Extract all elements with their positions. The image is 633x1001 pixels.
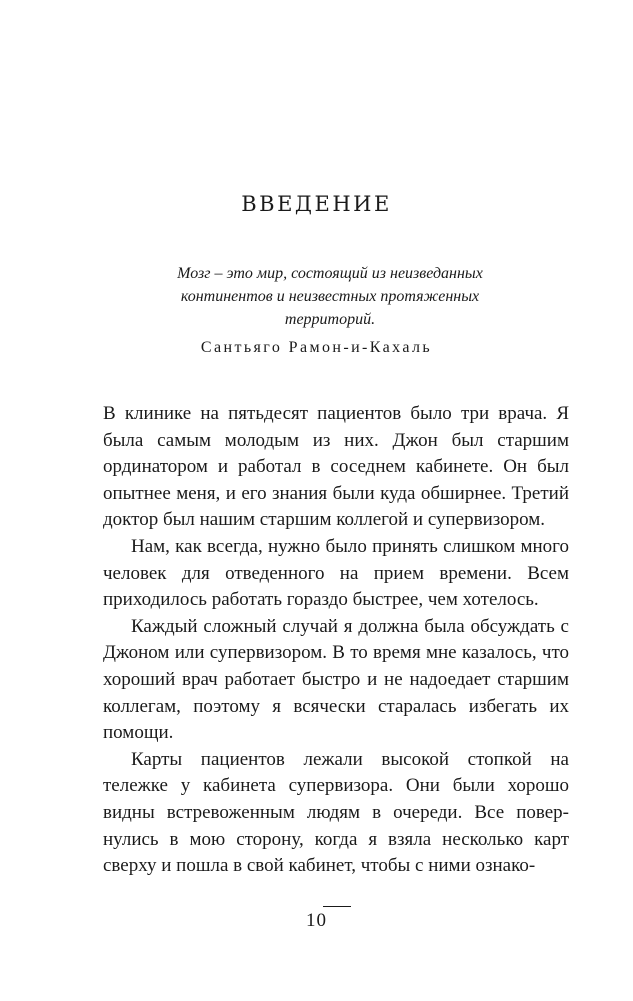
paragraph: Каждый сложный случай я должна была обсуждать с Джоном или супервизором. В то время мне казалось, что хороший врач работает быстро и не надоедает старшим коллегам, поэтому я всячески старалась избегать их помощи. (103, 615, 569, 744)
body-text (103, 401, 569, 880)
paragraph: Карты пациентов лежали высокой стопкой на тележке у кабинета супервизора. Они были хорошо видны встревоженным людям в очереди. Все повернулись в мою сторону, когда я взяла несколько карт сверху и пошла в свой кабинет, чтобы с ними ознако- (103, 748, 569, 877)
epigraph-quote: Мозг – это мир, состоящий из неизведанных континентов и неизвестных протяженных территорий. (177, 265, 483, 328)
page-number-rule (323, 906, 351, 907)
chapter-title: ВВЕДЕНИЕ (241, 192, 392, 216)
epigraph-author: Сантьяго Рамон-и-Кахаль (200, 339, 433, 356)
paragraph: Нам, как всегда, нужно было принять слишком много человек для отведенного на прием времени. Всем приходилось работать гораздо быстрее, чем хотелось. (103, 535, 569, 611)
paragraph: В клинике на пятьдесят пациентов было три врача. Я была самым молодым из них. Джон был старшим ординатором и работал в соседнем кабинете. Он был опытнее меня, и его знания были куда обширнее. Третий доктор был нашим старшим коллегой и супервизором. (103, 403, 569, 531)
page-number: 10 (306, 910, 327, 931)
